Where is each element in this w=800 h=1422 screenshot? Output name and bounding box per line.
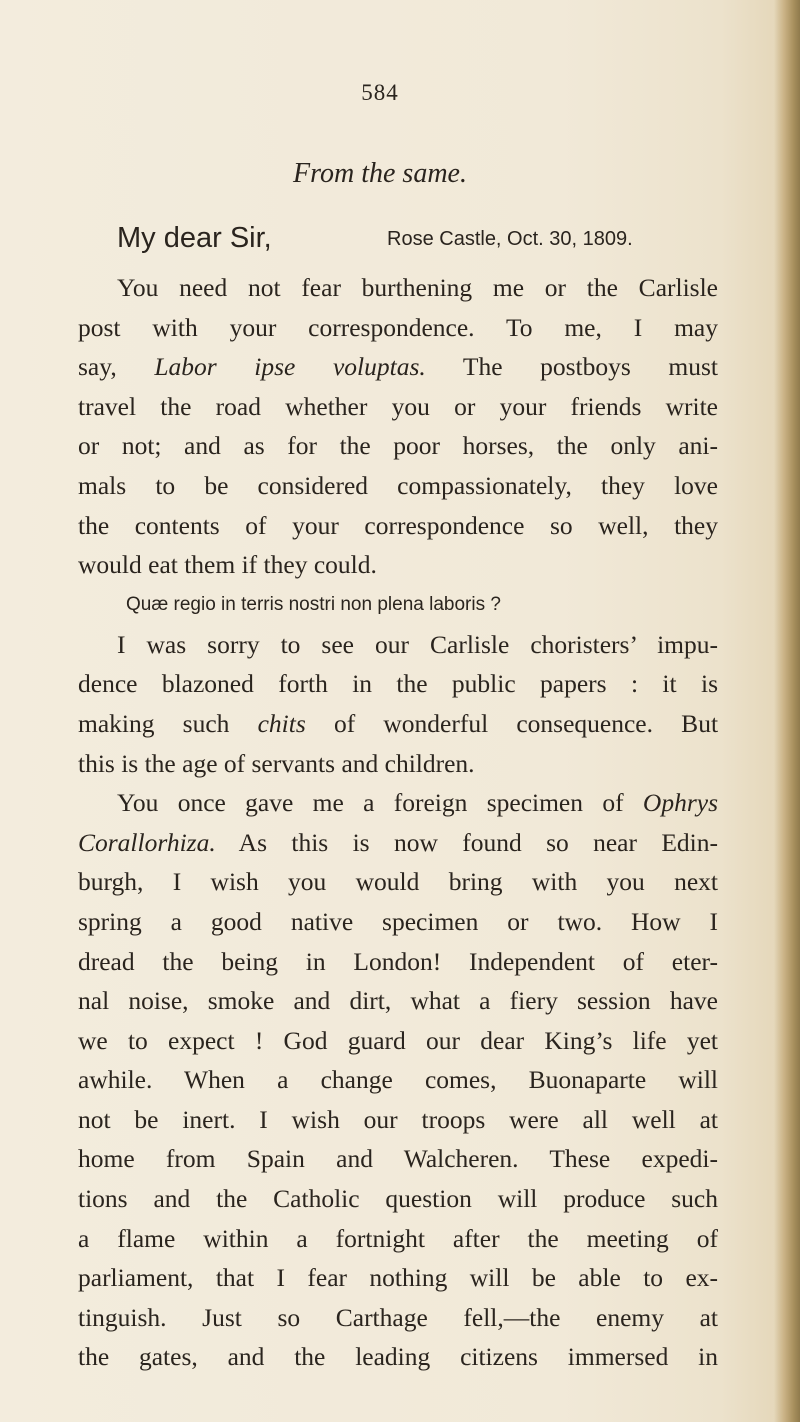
text-line: travel the road whether you or your friends write [78,391,718,421]
text-line: or not; and as for the poor horses, the only ani- [78,431,718,461]
text-span: You once gave me a foreign specimen of [117,788,624,818]
text-line: we to expect ! God guard our dear King’s life yet [78,1025,718,1055]
text-line: the gates, and the leading citizens immersed in [78,1342,718,1372]
text-line [78,823,718,863]
page-edge [774,0,800,1422]
text-line [78,704,718,744]
text-line: parliament, that I fear nothing will be able to ex- [78,1263,718,1293]
latin-phrase: Labor ipse voluptas. [154,352,426,382]
text-span: As this is now found so near Edin- [238,827,719,857]
text-line: post with your correspondence. To me, I may [78,312,718,342]
text-span: say, [78,352,117,382]
text-line: I was sorry to see our Carlisle choristers’ impu- [117,629,718,659]
page-number: 584 [361,80,399,105]
text-line: home from Spain and Walcheren. These expedi- [78,1144,718,1174]
text-line: this is the age of servants and children. [78,748,475,778]
text-line: burgh, I wish you would bring with you next [78,867,718,897]
text-line: tinguish. Just so Carthage fell,—the enemy at [78,1302,718,1332]
text-line: mals to be considered compassionately, they love [78,470,718,500]
text-line: a flame within a fortnight after the meeting of [78,1223,718,1253]
text-line: not be inert. I wish our troops were all well at [78,1104,718,1134]
text-line: You need not fear burthening me or the Carlisle [117,273,718,302]
text-line: the contents of your correspondence so well, they [78,510,718,540]
text-line [78,783,718,823]
salutation-row [117,222,717,266]
letter-body [78,268,718,1377]
text-span: The postboys must [462,352,719,382]
text-line: dread the being in London! Independent of eter- [78,946,718,976]
species-name: Ophrys [642,788,718,818]
text-span: making such [78,708,230,738]
text-line: awhile. When a change comes, Buonaparte will [78,1065,718,1095]
latin-quote: Quæ regio in terris nostri non plena laboris ? [126,593,501,615]
italic-word: chits [257,708,306,738]
species-name: Corallorhiza. [78,827,216,857]
salutation: My dear Sir, [117,222,272,254]
text-line: would eat them if they could. [78,550,377,580]
text-line: dence blazoned forth in the public papers : it is [78,669,718,699]
text-line: nal noise, smoke and dirt, what a fiery session have [78,986,718,1016]
dateline: Rose Castle, Oct. 30, 1809. [387,228,633,250]
text-span: of wonderful consequence. But [333,708,719,738]
letter-heading: From the same. [293,158,467,189]
text-line: spring a good native specimen or two. How I [78,906,718,936]
text-line [78,347,718,387]
text-line: tions and the Catholic question will produce such [78,1184,718,1214]
